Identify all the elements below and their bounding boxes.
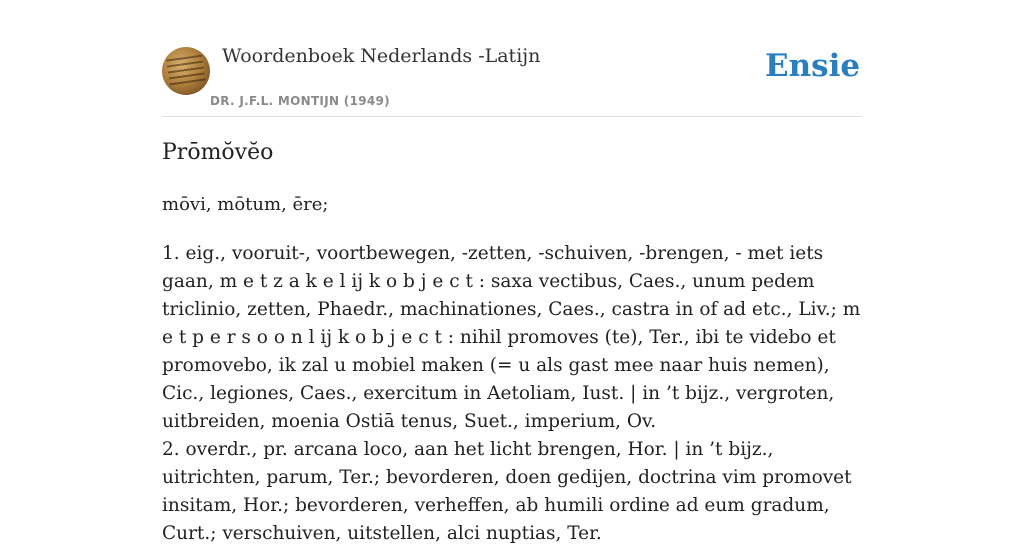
site-header — [162, 0, 862, 117]
page — [162, 0, 862, 544]
book-title[interactable]: Woordenboek Nederlands -Latijn — [222, 45, 541, 67]
book-author: DR. J.F.L. MONTIJN (1949) — [210, 94, 390, 108]
logo-engraving — [166, 55, 206, 88]
definition-sense-2: 2. overdr., pr. arcana loco, aan het licht brengen, Hor. | in ’t bijz., uitrichten, parum, Ter.; bevorderen, doen gedijen, doctrina vim promovet insitam, Hor.; bevorderen, verheffen, ab humili ordine ad eum gradum, Curt.; verschuiven, uitstellen, alci nuptias, Ter. — [162, 439, 852, 544]
entry-forms: mōvi, mōtum, ēre; — [162, 194, 329, 215]
definition-sense-1: 1. eig., vooruit-, voortbewegen, -zetten, -schuiven, -brengen, - met iets gaan, m e t z a k e l ij k o b j e c t : saxa vectibus, Caes., unum pedem triclinio, zetten, Phaedr., machinationes, Caes., castra in of ad etc., Liv.; m e t p e r s o o n l ij k o b j e c t : nihil promoves (te), Ter., ibi te videbo et promovebo, ik zal u mobiel maken (= u als gast mee naar huis nemen), Cic., legiones, Caes., exercitum in Aetoliam, Iust. | in ’t bijz., vergroten, uitbreiden, moenia Ostiā tenus, Suet., imperium, Ov. — [162, 243, 861, 432]
book-cover-logo[interactable] — [162, 47, 210, 95]
entry-headword: Prōmŏvĕo — [162, 140, 274, 165]
brand-logo[interactable]: Ensie — [765, 48, 861, 84]
entry-definition — [162, 240, 862, 548]
